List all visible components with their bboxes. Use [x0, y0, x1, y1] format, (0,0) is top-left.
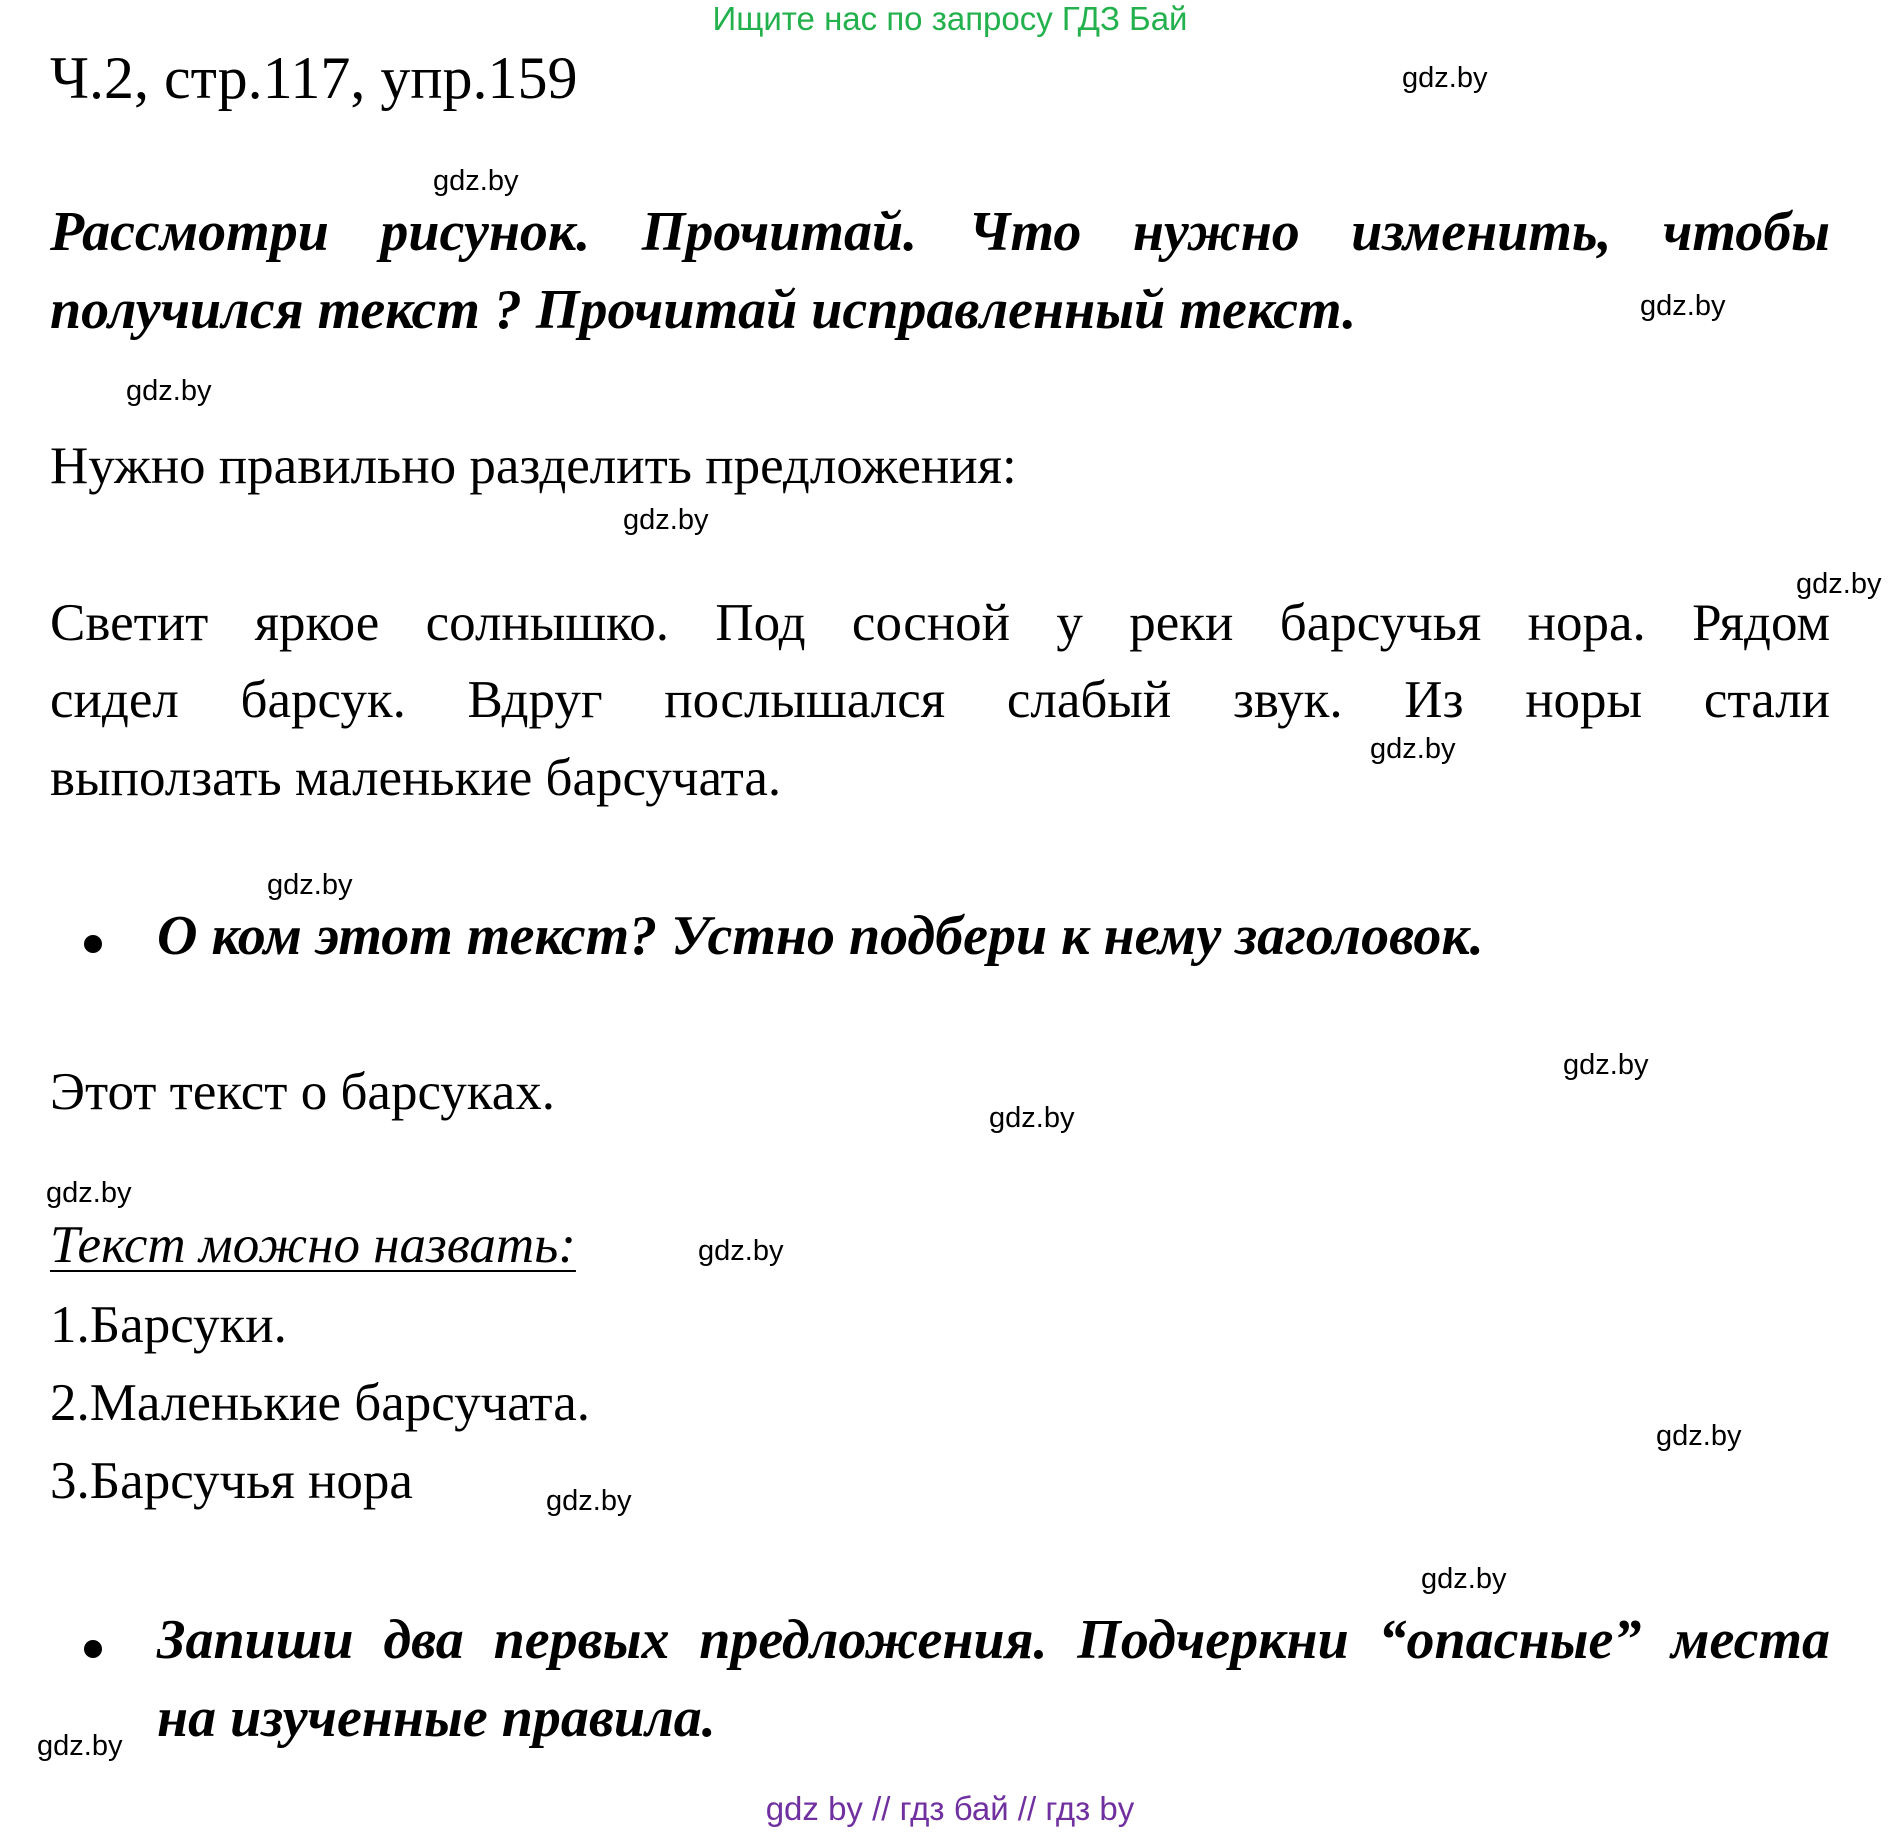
corrected-text-line1: Светит яркое солнышко. Под сосной у реки барсучья нора. Рядом [50, 594, 1830, 652]
watermark: gdz.by [433, 165, 519, 197]
corrected-text-line3: выползать маленькие барсучата. [50, 749, 782, 807]
watermark: gdz.by [1402, 62, 1488, 94]
top-banner[interactable]: Ищите нас по запросу ГДЗ Бай [712, 0, 1188, 37]
watermark: gdz.by [46, 1177, 132, 1209]
task3-line2: на изученные правила. [157, 1687, 716, 1749]
bullet-icon [84, 935, 102, 953]
watermark: gdz.by [1640, 290, 1726, 322]
watermark: gdz.by [1370, 733, 1456, 765]
watermark: gdz.by [267, 869, 353, 901]
page-heading: Ч.2, стр.117, упр.159 [50, 45, 578, 111]
watermark: gdz.by [1421, 1563, 1507, 1595]
footer-links[interactable]: gdz by // гдз бай // гдз by [765, 1790, 1135, 1827]
task1-line2: получился текст ? Прочитай исправленный текст. [50, 279, 1357, 341]
watermark: gdz.by [37, 1730, 123, 1762]
corrected-text-line2: сидел барсук. Вдруг послышался слабый звук. Из норы стали [50, 671, 1830, 729]
task1-line1: Рассмотри рисунок. Прочитай. Что нужно изменить, чтобы [50, 201, 1830, 263]
watermark: gdz.by [1563, 1049, 1649, 1081]
watermark: gdz.by [1796, 568, 1882, 600]
bullet-icon [84, 1640, 102, 1658]
watermark: gdz.by [546, 1485, 632, 1517]
watermark: gdz.by [623, 504, 709, 536]
title-item-3: 3.Барсучья нора [50, 1452, 413, 1510]
title-item-1: 1.Барсуки. [50, 1296, 287, 1354]
watermark: gdz.by [1656, 1420, 1742, 1452]
watermark: gdz.by [698, 1235, 784, 1267]
task2: О ком этот текст? Устно подбери к нему заголовок. [157, 905, 1484, 967]
titles-label: Текст можно назвать: [50, 1216, 576, 1274]
watermark: gdz.by [126, 375, 212, 407]
title-item-2: 2.Маленькие барсучата. [50, 1374, 590, 1432]
task3-line1: Запиши два первых предложения. Подчеркни “опасные” места [157, 1609, 1830, 1671]
answer-intro: Нужно правильно разделить предложения: [50, 437, 1017, 495]
answer2: Этот текст о барсуках. [50, 1063, 556, 1121]
watermark: gdz.by [989, 1102, 1075, 1134]
